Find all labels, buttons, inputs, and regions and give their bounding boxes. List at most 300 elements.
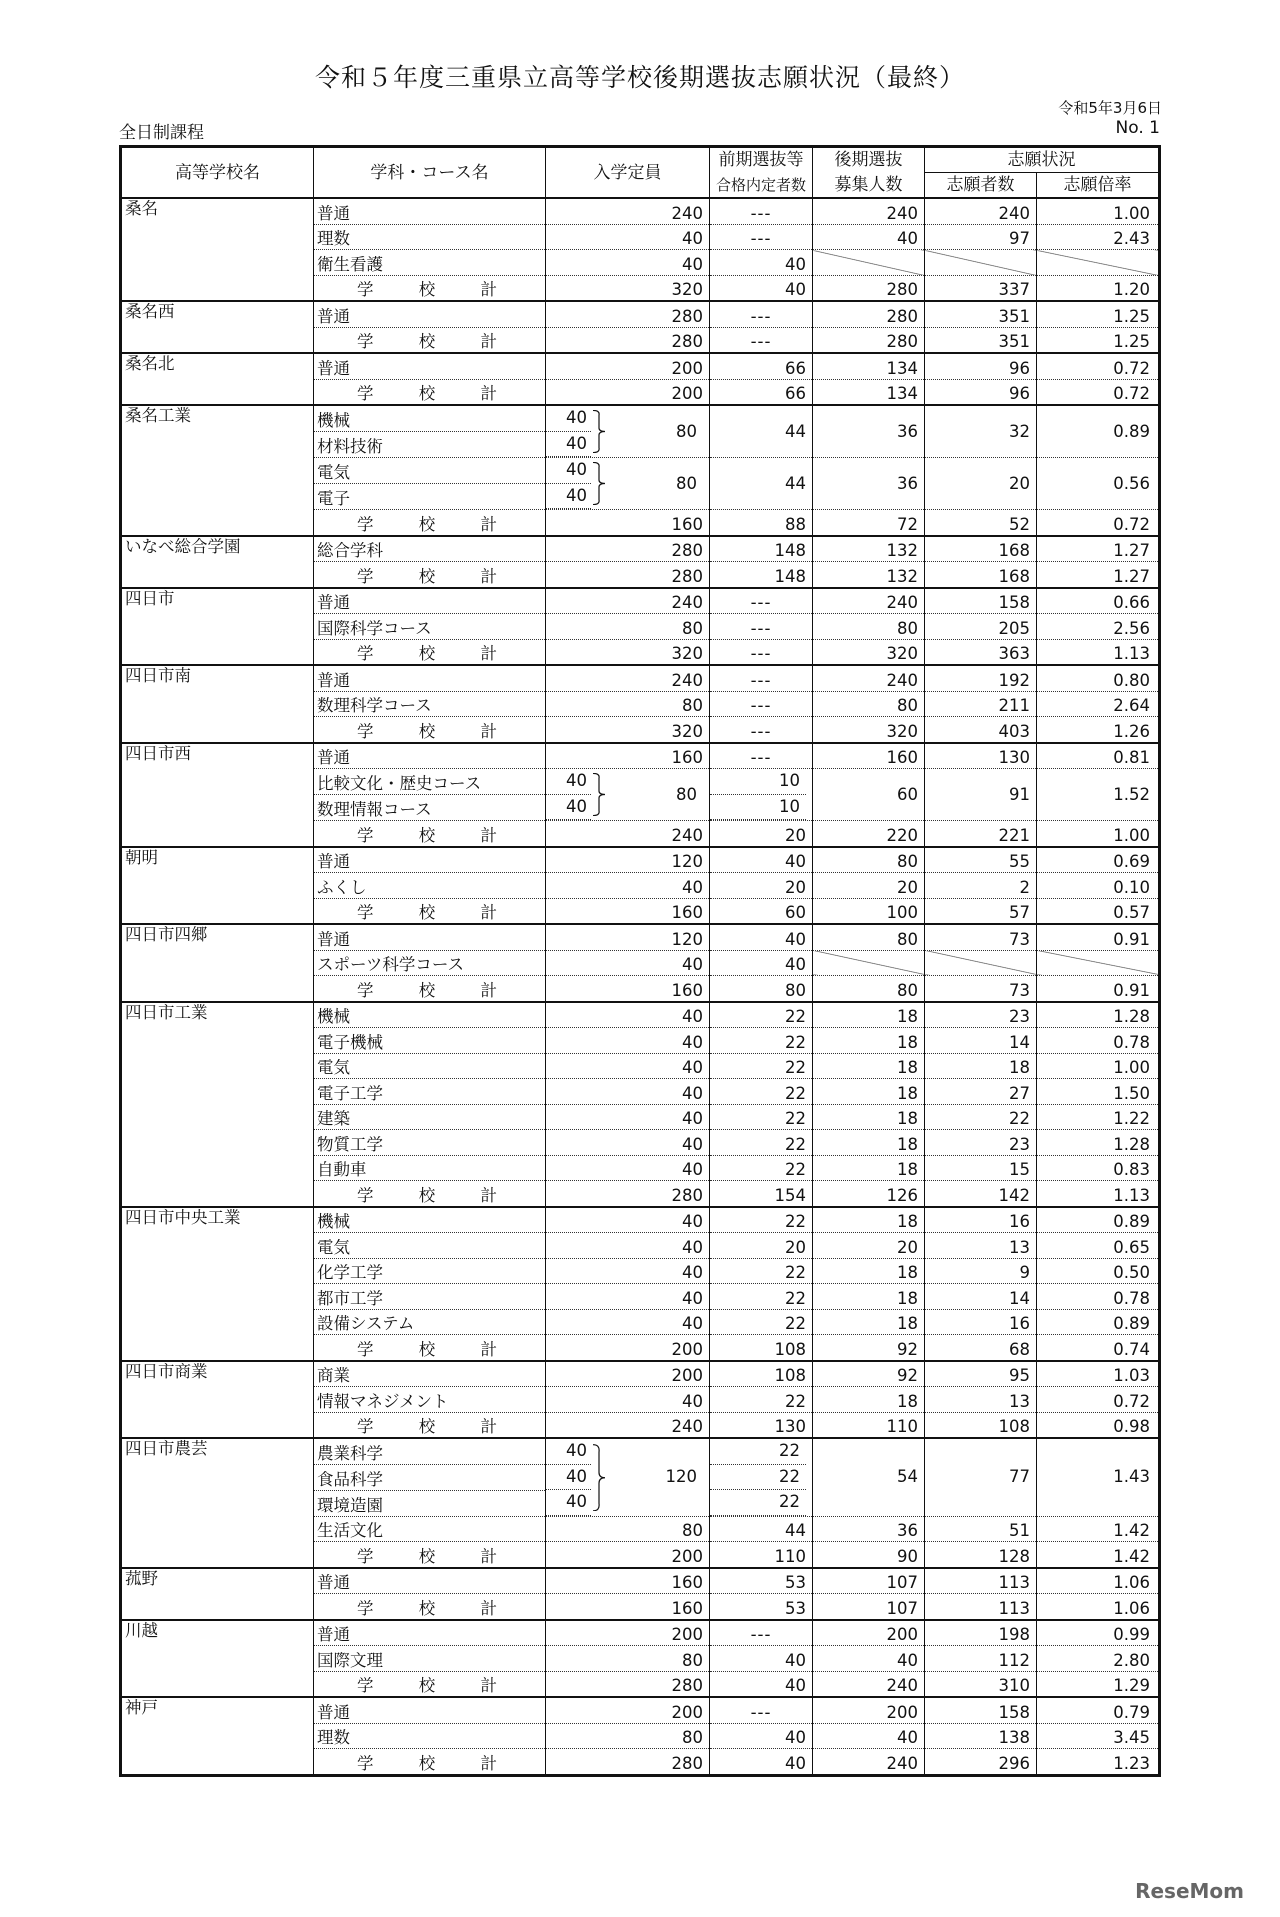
group-capacity-sum: 80: [676, 784, 697, 804]
table-row: [121, 536, 1160, 562]
group-capacity: 40: [546, 1439, 591, 1465]
capacity-cell: 40: [546, 224, 710, 250]
early-cell: 40: [710, 1723, 813, 1749]
total-late: 280: [813, 327, 925, 353]
capacity-cell: 120: [546, 847, 710, 873]
total-early: 148: [710, 562, 813, 588]
late-cell: 18: [813, 1284, 925, 1310]
late-cell: 36: [813, 1516, 925, 1542]
dept-name: 国際科学コース: [314, 614, 546, 640]
applicants-cell: 113: [925, 1568, 1037, 1594]
capacity-cell: 80: [546, 1646, 710, 1672]
ratio-cell: 0.72: [1037, 1387, 1160, 1413]
total-label-char: 計: [480, 1598, 497, 1618]
dept-name: 普通: [314, 743, 546, 769]
total-capacity: 280: [546, 1671, 710, 1697]
early-cell: 40: [710, 1646, 813, 1672]
dept-name: 環境造園: [314, 1490, 546, 1516]
total-applicants: 57: [925, 898, 1037, 924]
total-ratio: 0.72: [1113, 514, 1150, 534]
dept-name: 電気: [314, 1053, 546, 1079]
applicants-cell: 16: [925, 1207, 1037, 1233]
ratio-cell: 1.25: [1037, 301, 1160, 327]
capacity-cell: 80: [546, 1516, 710, 1542]
header-dept: 学科・コース名: [314, 147, 546, 199]
total-label-char: 校: [418, 644, 436, 663]
total-ratio: 0.98: [1113, 1417, 1150, 1436]
total-label: [314, 1412, 546, 1438]
late-cell-na: [813, 950, 925, 976]
total-label-char: 計: [480, 332, 497, 351]
total-label-char: 計: [480, 721, 497, 741]
early-cell: ---: [710, 691, 813, 717]
ratio-cell: 1.42: [1037, 1516, 1160, 1542]
capacity-group-cell: [546, 1438, 710, 1516]
ratio-cell: 0.79: [1037, 1697, 1160, 1723]
dept-name: 国際文理: [314, 1646, 546, 1672]
capacity-cell: 200: [546, 1361, 710, 1387]
total-label: [314, 1181, 546, 1207]
capacity-cell: 280: [546, 301, 710, 327]
header-status: 志願状況: [925, 147, 1160, 173]
table-row: [121, 405, 1160, 432]
total-label: [314, 639, 546, 665]
capacity-cell: 40: [546, 1104, 710, 1130]
total-label-char: 校: [418, 1753, 436, 1773]
dept-name: 機械: [314, 1207, 546, 1233]
total-label-char: 計: [480, 644, 497, 663]
total-label-char: 計: [480, 1676, 497, 1695]
total-late: 100: [813, 898, 925, 924]
dept-name: 衛生看護: [314, 250, 546, 276]
late-cell: 80: [813, 924, 925, 950]
total-late: 320: [813, 639, 925, 665]
school-name: 四日市四郷: [121, 924, 314, 1002]
ratio-cell: 0.89: [1037, 1309, 1160, 1335]
applicants-cell: 16: [925, 1309, 1037, 1335]
total-capacity: 160: [546, 510, 710, 536]
table-row: [121, 1207, 1160, 1233]
total-label-char: 計: [480, 1339, 497, 1359]
early-cell: 22: [710, 1309, 813, 1335]
school-name: 神戸: [121, 1697, 314, 1775]
late-cell: 18: [813, 1104, 925, 1130]
school-name: 桑名工業: [121, 405, 314, 536]
total-applicants: 113: [925, 1594, 1037, 1620]
total-label-char: 学: [357, 903, 374, 922]
table-row: [121, 1568, 1160, 1594]
dept-name: 電気: [314, 1233, 546, 1259]
capacity-group-cell: [546, 405, 710, 458]
total-ratio: 1.29: [1113, 1676, 1150, 1695]
dept-name: 理数: [314, 1723, 546, 1749]
applicants-cell-na: [925, 950, 1037, 976]
table-row: [121, 1697, 1160, 1723]
total-applicants: 142: [925, 1181, 1037, 1207]
total-applicants: 52: [925, 510, 1037, 536]
late-cell: 18: [813, 1002, 925, 1028]
early-cell: 22: [710, 1053, 813, 1079]
capacity-cell: 40: [546, 873, 710, 899]
total-capacity: 160: [546, 1594, 710, 1620]
capacity-cell: 40: [546, 950, 710, 976]
total-label: [314, 717, 546, 743]
total-late: 72: [813, 510, 925, 536]
group-capacity: 40: [546, 1490, 591, 1516]
capacity-cell: 240: [546, 588, 710, 614]
early-value: 22: [710, 1465, 806, 1491]
dept-name: 商業: [314, 1361, 546, 1387]
late-cell: 80: [813, 614, 925, 640]
late-cell: 54: [813, 1438, 925, 1516]
total-late: 240: [813, 1671, 925, 1697]
late-cell: 36: [813, 405, 925, 458]
early-cell: 22: [710, 1104, 813, 1130]
ratio-cell: 1.27: [1037, 536, 1160, 562]
dept-name: 自動車: [314, 1155, 546, 1181]
total-label-char: 学: [357, 332, 374, 351]
total-label-char: 計: [480, 514, 497, 534]
ratio-cell: 0.78: [1037, 1028, 1160, 1054]
early-cell: 66: [710, 353, 813, 379]
table-row: [121, 353, 1160, 379]
applicants-cell: 9: [925, 1258, 1037, 1284]
dept-name: 総合学科: [314, 536, 546, 562]
group-capacity: 40: [546, 458, 591, 484]
early-cell: 22: [710, 1207, 813, 1233]
school-name: 四日市工業: [121, 1002, 314, 1207]
applicants-cell: 14: [925, 1028, 1037, 1054]
total-late: 320: [813, 717, 925, 743]
applicants-cell: 205: [925, 614, 1037, 640]
total-label: [314, 1749, 546, 1776]
ratio-cell: 1.52: [1037, 769, 1160, 821]
table-row: [121, 924, 1160, 950]
total-late: 90: [813, 1542, 925, 1568]
ratio-cell: 2.43: [1037, 224, 1160, 250]
capacity-cell: 80: [546, 1723, 710, 1749]
group-capacity: 40: [546, 769, 591, 795]
ratio-cell: 3.45: [1037, 1723, 1160, 1749]
applications-table: [119, 145, 1161, 1777]
total-label-char: 校: [418, 825, 436, 845]
dept-name: 普通: [314, 1620, 546, 1646]
group-capacity-sum: 120: [665, 1467, 697, 1487]
early-cell: 22: [710, 1079, 813, 1105]
total-ratio: 0.72: [1113, 384, 1150, 403]
table-row: [121, 198, 1160, 224]
late-cell: 240: [813, 665, 925, 691]
brace-icon: [591, 1444, 607, 1512]
total-early: 110: [710, 1542, 813, 1568]
total-label-char: 校: [418, 721, 436, 741]
late-cell: 134: [813, 353, 925, 379]
early-cell: 44: [710, 1516, 813, 1542]
applicants-cell: 15: [925, 1155, 1037, 1181]
header-school: 高等学校名: [121, 147, 314, 199]
dept-name: 普通: [314, 665, 546, 691]
dept-name: ふくし: [314, 873, 546, 899]
total-early: 130: [710, 1412, 813, 1438]
applicants-cell: 168: [925, 536, 1037, 562]
late-cell: 132: [813, 536, 925, 562]
dept-name: 設備システム: [314, 1309, 546, 1335]
late-cell: 40: [813, 224, 925, 250]
brace-icon: [591, 410, 607, 453]
capacity-cell: 40: [546, 1002, 710, 1028]
total-late: 280: [813, 275, 925, 301]
school-name: 朝明: [121, 847, 314, 925]
total-label-char: 校: [418, 903, 436, 922]
table-row: [121, 1361, 1160, 1387]
dept-name: 建築: [314, 1104, 546, 1130]
ratio-cell: 0.78: [1037, 1284, 1160, 1310]
early-value: 22: [710, 1490, 806, 1516]
total-label-char: 計: [480, 1417, 497, 1436]
table-row: [121, 1002, 1160, 1028]
total-label-char: 校: [418, 1598, 436, 1618]
total-capacity: 200: [546, 1542, 710, 1568]
dept-name: 材料技術: [314, 432, 546, 458]
late-cell: 18: [813, 1258, 925, 1284]
total-late: 132: [813, 562, 925, 588]
total-label: [314, 327, 546, 353]
total-label-char: 計: [480, 1753, 497, 1773]
applicants-cell: 27: [925, 1079, 1037, 1105]
capacity-cell: 160: [546, 1568, 710, 1594]
capacity-cell: 40: [546, 1309, 710, 1335]
total-label-char: 学: [357, 721, 374, 741]
total-early: ---: [710, 327, 813, 353]
early-cell: 40: [710, 847, 813, 873]
ratio-cell: 0.66: [1037, 588, 1160, 614]
early-cell: ---: [710, 198, 813, 224]
late-cell: 160: [813, 743, 925, 769]
total-ratio: 0.91: [1113, 980, 1150, 1000]
ratio-cell: 1.43: [1037, 1438, 1160, 1516]
applicants-cell: 97: [925, 224, 1037, 250]
total-early: 53: [710, 1594, 813, 1620]
dept-name: 理数: [314, 224, 546, 250]
capacity-cell: 40: [546, 1233, 710, 1259]
table-row: [121, 743, 1160, 769]
total-late: 110: [813, 1412, 925, 1438]
total-label-char: 学: [357, 825, 374, 845]
total-capacity: 240: [546, 821, 710, 847]
page-title: 令和５年度三重県立高等学校後期選抜志願状況（最終）: [314, 63, 965, 92]
school-name: 四日市西: [121, 743, 314, 847]
capacity-cell: 40: [546, 1079, 710, 1105]
ratio-cell: 1.28: [1037, 1130, 1160, 1156]
applicants-cell: 96: [925, 353, 1037, 379]
early-value: 10: [710, 795, 806, 821]
header-capacity: 入学定員: [546, 147, 710, 199]
capacity-cell: 40: [546, 1028, 710, 1054]
dept-name: スポーツ科学コース: [314, 950, 546, 976]
capacity-cell: 40: [546, 1284, 710, 1310]
header-applicants: 志願者数: [925, 173, 1037, 199]
total-ratio: 1.13: [1113, 1185, 1150, 1205]
total-label: [314, 275, 546, 301]
dept-name: 物質工学: [314, 1130, 546, 1156]
total-applicants: 68: [925, 1335, 1037, 1361]
total-label-char: 校: [418, 980, 436, 1000]
applicants-cell: 32: [925, 405, 1037, 458]
school-name: 菰野: [121, 1568, 314, 1620]
dept-name: 数理科学コース: [314, 691, 546, 717]
total-label-char: 学: [357, 1546, 374, 1566]
dept-name: 農業科学: [314, 1438, 546, 1464]
late-cell: 200: [813, 1697, 925, 1723]
total-label-char: 校: [418, 514, 436, 534]
total-capacity: 280: [546, 327, 710, 353]
early-cell: ---: [710, 588, 813, 614]
total-label-char: 校: [418, 1546, 436, 1566]
brace-icon: [591, 462, 607, 505]
ratio-cell: 1.28: [1037, 1002, 1160, 1028]
total-capacity: 280: [546, 1749, 710, 1776]
early-cell: 22: [710, 1387, 813, 1413]
total-label-char: 計: [480, 903, 497, 922]
applicants-cell: 23: [925, 1130, 1037, 1156]
total-label: [314, 379, 546, 405]
watermark-logo: ReseMom: [1135, 1879, 1244, 1903]
total-late: 107: [813, 1594, 925, 1620]
early-value: 10: [710, 769, 806, 795]
total-label-char: 学: [357, 1185, 374, 1205]
ratio-cell: 0.80: [1037, 665, 1160, 691]
capacity-cell: 80: [546, 614, 710, 640]
applicants-cell: 91: [925, 769, 1037, 821]
total-early: 66: [710, 379, 813, 405]
dept-name: 生活文化: [314, 1516, 546, 1542]
late-cell: 92: [813, 1361, 925, 1387]
total-label-char: 校: [418, 1339, 436, 1359]
total-applicants: 403: [925, 717, 1037, 743]
dept-name: 普通: [314, 301, 546, 327]
total-label-char: 校: [418, 332, 436, 351]
total-applicants: 96: [925, 379, 1037, 405]
total-label: [314, 1542, 546, 1568]
applicants-cell-na: [925, 250, 1037, 276]
school-name: 桑名: [121, 198, 314, 301]
dept-name: 情報マネジメント: [314, 1387, 546, 1413]
total-label-char: 学: [357, 644, 374, 663]
applicants-cell: 73: [925, 924, 1037, 950]
total-early: 60: [710, 898, 813, 924]
total-early: 40: [710, 1749, 813, 1776]
late-cell: 280: [813, 301, 925, 327]
late-cell: 40: [813, 1646, 925, 1672]
dept-name: 電子工学: [314, 1079, 546, 1105]
dept-name: 普通: [314, 1697, 546, 1723]
early-cell: 108: [710, 1361, 813, 1387]
ratio-cell: 0.81: [1037, 743, 1160, 769]
late-cell-na: [813, 250, 925, 276]
ratio-cell: 1.03: [1037, 1361, 1160, 1387]
total-late: 240: [813, 1749, 925, 1776]
ratio-cell: 0.65: [1037, 1233, 1160, 1259]
early-cell: ---: [710, 301, 813, 327]
group-capacity-sum: 80: [676, 421, 697, 441]
total-applicants: 73: [925, 976, 1037, 1002]
applicants-cell: 138: [925, 1723, 1037, 1749]
late-cell: 18: [813, 1053, 925, 1079]
early-group-cell: [710, 1438, 813, 1516]
applicants-cell: 211: [925, 691, 1037, 717]
ratio-cell: 0.50: [1037, 1258, 1160, 1284]
early-group-cell: [710, 769, 813, 821]
applicants-cell: 351: [925, 301, 1037, 327]
table-row: [121, 665, 1160, 691]
table-row: [121, 301, 1160, 327]
late-cell: 80: [813, 691, 925, 717]
capacity-group-cell: [546, 458, 710, 510]
applicants-cell: 13: [925, 1387, 1037, 1413]
applicants-cell: 192: [925, 665, 1037, 691]
total-ratio: 1.23: [1113, 1753, 1150, 1773]
total-label-char: 計: [480, 566, 497, 586]
dept-name: 化学工学: [314, 1258, 546, 1284]
table-body: [121, 198, 1160, 1775]
ratio-cell: 1.22: [1037, 1104, 1160, 1130]
school-name: 四日市商業: [121, 1361, 314, 1439]
total-ratio: 1.42: [1113, 1546, 1150, 1566]
dept-name: 普通: [314, 1568, 546, 1594]
group-capacity: 40: [546, 406, 591, 432]
total-early: ---: [710, 639, 813, 665]
dept-name: 数理情報コース: [314, 795, 546, 821]
total-label-char: 学: [357, 566, 374, 586]
total-label-char: 学: [357, 280, 374, 299]
late-cell: 18: [813, 1155, 925, 1181]
total-early: 20: [710, 821, 813, 847]
total-late: 134: [813, 379, 925, 405]
total-label: [314, 1594, 546, 1620]
total-ratio: 0.57: [1113, 903, 1150, 922]
dept-name: 普通: [314, 847, 546, 873]
total-label: [314, 510, 546, 536]
late-cell: 20: [813, 1233, 925, 1259]
total-label-char: 校: [418, 1417, 436, 1436]
total-capacity: 320: [546, 717, 710, 743]
header-late-top: 後期選抜: [813, 147, 925, 173]
school-name: 桑名西: [121, 301, 314, 353]
group-capacity: 40: [546, 795, 591, 821]
capacity-cell: 40: [546, 1258, 710, 1284]
total-label-char: 校: [418, 1185, 436, 1205]
late-cell: 18: [813, 1130, 925, 1156]
early-cell: ---: [710, 743, 813, 769]
ratio-cell: 0.83: [1037, 1155, 1160, 1181]
late-cell: 200: [813, 1620, 925, 1646]
dept-name: 食品科学: [314, 1464, 546, 1490]
total-capacity: 320: [546, 275, 710, 301]
early-cell: 22: [710, 1155, 813, 1181]
total-label-char: 校: [418, 280, 436, 299]
total-label-char: 学: [357, 1753, 374, 1773]
dept-name: 比較文化・歴史コース: [314, 769, 546, 795]
header-early-bottom: 合格内定者数: [710, 173, 813, 199]
applicants-cell: 55: [925, 847, 1037, 873]
ratio-cell: 0.10: [1037, 873, 1160, 899]
total-ratio: 1.06: [1113, 1598, 1150, 1618]
ratio-cell: 2.56: [1037, 614, 1160, 640]
header-ratio: 志願倍率: [1037, 173, 1160, 199]
table-row: [121, 588, 1160, 614]
school-name: 桑名北: [121, 353, 314, 405]
total-early: 40: [710, 1671, 813, 1697]
